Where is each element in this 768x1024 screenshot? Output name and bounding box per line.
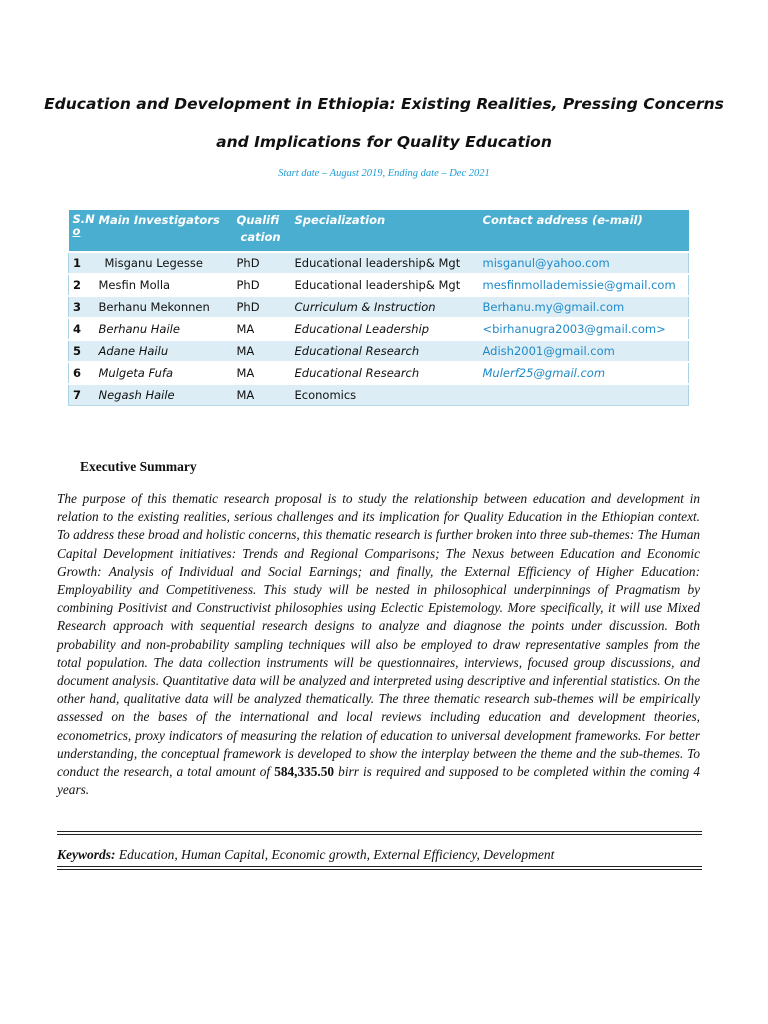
cell-specialization: Educational Research	[291, 340, 479, 362]
summary-text-part2: birr is required and supposed to be completed within the coming 4 years.	[57, 764, 700, 798]
cell-qualification: MA	[233, 318, 291, 340]
cell-qualification: PhD	[233, 274, 291, 296]
cell-sn: 7	[69, 384, 95, 406]
document-title-line-2: and Implications for Quality Education	[216, 133, 552, 151]
cell-email[interactable]: Mulerf25@gmail.com	[479, 362, 689, 384]
cell-name: Berhanu Haile	[95, 318, 233, 340]
table-row	[69, 252, 689, 274]
header-sn-line2: o	[72, 224, 81, 238]
table-row	[69, 318, 689, 340]
keywords-text: Education, Human Capital, Economic growth, External Efficiency, Development	[118, 847, 555, 862]
cell-email[interactable]: misganul@yahoo.com	[479, 252, 689, 274]
cell-sn: 5	[69, 340, 95, 362]
header-specialization: Specialization	[291, 210, 479, 252]
header-qualification-line2: cation	[240, 230, 281, 244]
budget-amount: 584,335.50	[274, 764, 335, 780]
executive-summary-body	[57, 490, 700, 799]
header-qualification	[233, 210, 291, 252]
header-qualification-line1: Qualifi	[236, 213, 280, 227]
table-row	[69, 340, 689, 362]
cell-name: Misganu Legesse	[95, 252, 233, 274]
divider-bottom-2	[57, 869, 702, 870]
divider-top-2	[57, 834, 702, 835]
cell-email[interactable]: Berhanu.my@gmail.com	[479, 296, 689, 318]
document-title-line-1: Education and Development in Ethiopia: Existing Realities, Pressing Concerns	[44, 95, 724, 113]
cell-name: Mulgeta Fufa	[95, 362, 233, 384]
header-sn	[69, 210, 95, 252]
table-row	[69, 296, 689, 318]
cell-specialization: Educational leadership& Mgt	[291, 274, 479, 296]
cell-sn: 6	[69, 362, 95, 384]
table-row	[69, 274, 689, 296]
cell-sn: 3	[69, 296, 95, 318]
cell-specialization: Educational Leadership	[291, 318, 479, 340]
cell-name: Berhanu Mekonnen	[95, 296, 233, 318]
cell-qualification: PhD	[233, 252, 291, 274]
cell-specialization: Educational leadership& Mgt	[291, 252, 479, 274]
divider-bottom-1	[57, 866, 702, 867]
investigators-table	[68, 210, 689, 406]
cell-sn: 2	[69, 274, 95, 296]
executive-summary-heading: Executive Summary	[80, 459, 197, 474]
header-contact: Contact address (e-mail)	[479, 210, 689, 252]
cell-qualification: MA	[233, 384, 291, 406]
table-header-row	[69, 210, 689, 252]
cell-qualification: MA	[233, 362, 291, 384]
header-sn-line1: S.N	[72, 212, 95, 226]
summary-text-part1: The purpose of this thematic research proposal is to study the relationship between education and development in relation to the existing realities, serious challenges and its implication for Quality Education in the Ethiopian context. To address these broad and holistic concerns, this thematic research is further broken into three sub-themes: The Human Capital Development initiatives: Trends and Regional Comparisons; The Nexus between Education and Economic Growth: Analysis of Individual and Social Earnings; and finally, the External Efficiency of Higher Education: Employability and Competitiveness. This study will be nested in philosophical underpinnings of Pragmatism by combining Positivist and Constructivist philosophies using Eclectic Epistemology. More specifically, it will use Mixed Research approach with sequential research designs to analyze and diagnose the points under discussion. Both probability and non-probability sampling techniques will also be employed to draw representative samples from the total population. The data collection instruments will be questionnaires, interviews, focused group discussions, and document analysis. Quantitative data will be analyzed and interpreted using descriptive and inferential statistics. On the other hand, qualitative data will be analyzed thematically. The three thematic research sub-themes will be empirically assessed on the bases of the international and local reviews including education and development theories, econometrics, proxy indicators of measuring the relation of education to universal development frameworks. For better understanding, the conceptual framework is developed to show the interplay between the theme and the sub-themes. To conduct the research, a total amount of	[57, 491, 700, 780]
cell-sn: 4	[69, 318, 95, 340]
cell-specialization: Educational Research	[291, 362, 479, 384]
cell-email[interactable]: <birhanugra2003@gmail.com>	[479, 318, 689, 340]
cell-specialization: Economics	[291, 384, 479, 406]
keywords-label: Keywords:	[57, 847, 116, 862]
cell-email[interactable]: Adish2001@gmail.com	[479, 340, 689, 362]
cell-name: Negash Haile	[95, 384, 233, 406]
project-dates: Start date – August 2019, Ending date – Dec 2021	[278, 168, 490, 179]
cell-email[interactable]: mesfinmollademissie@gmail.com	[479, 274, 689, 296]
cell-sn: 1	[69, 252, 95, 274]
cell-qualification: MA	[233, 340, 291, 362]
keywords-line	[57, 847, 554, 863]
cell-email	[479, 384, 689, 406]
cell-specialization: Curriculum & Instruction	[291, 296, 479, 318]
header-investigators: Main Investigators	[95, 210, 233, 252]
divider-top-1	[57, 831, 702, 832]
table-row	[69, 362, 689, 384]
cell-name: Mesfin Molla	[95, 274, 233, 296]
cell-name: Adane Hailu	[95, 340, 233, 362]
cell-qualification: PhD	[233, 296, 291, 318]
table-row	[69, 384, 689, 406]
